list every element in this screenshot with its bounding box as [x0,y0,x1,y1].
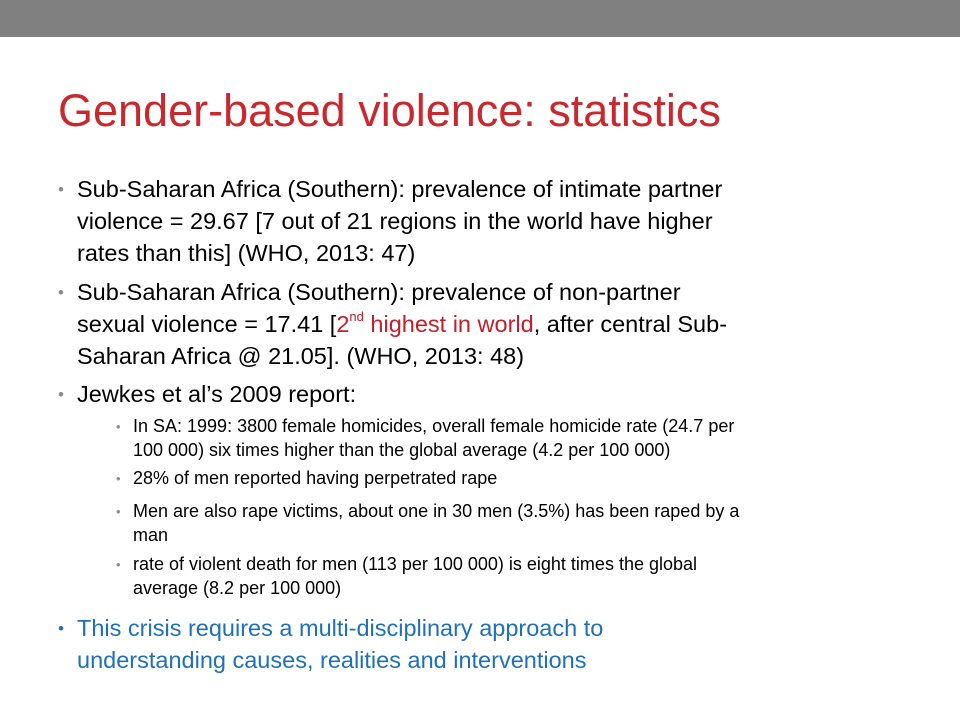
ordinal-superscript: nd [349,309,364,324]
bullet-line: Sub-Saharan Africa (Southern): prevalence of non-partner [77,279,681,305]
bullet-dot-icon: • [116,557,121,572]
highlight-text: highest in world [363,311,534,337]
sub-bullet-line: rate of violent death for men (113 per 100 000) is eight times the global [133,554,698,574]
bullet-line-with-highlight [77,308,727,340]
highlight-number: 2 [336,311,350,337]
sub-bullet-line: man [133,525,169,545]
bullet-dot-icon: • [116,504,121,519]
top-band [0,0,960,37]
bullet-line: violence = 29.67 [7 out of 21 regions in the world have higher [77,208,713,234]
highlight-rank [336,311,533,337]
bullet-line: Sub-Saharan Africa (Southern): prevalence of intimate partner [77,176,723,202]
sub-bullet-line: 28% of men reported having perpetrated rape [133,468,498,488]
sub-bullet-line: average (8.2 per 100 000) [133,578,342,598]
bullet-line: Saharan Africa @ 21.05]. (WHO, 2013: 48) [77,343,525,369]
bullet-dot-icon: • [58,619,64,638]
bullet-line: understanding causes, realities and interventions [77,647,587,673]
bullet-jewkes-report: Jewkes et al’s 2009 report: [77,381,357,407]
bullet-dot-icon: • [116,471,121,486]
sub-bullet-line: 100 000) six times higher than the global average (4.2 per 100 000) [133,440,671,460]
sub-bullet-line: Men are also rape victims, about one in 30 men (3.5%) has been raped by a [133,501,740,521]
bullet-dot-icon: • [116,419,121,434]
bullet-line: rates than this] (WHO, 2013: 47) [77,240,416,266]
slide-title: Gender-based violence: statistics [58,85,721,136]
bullet-dot-icon: • [58,283,64,302]
bullet-dot-icon: • [58,385,64,404]
sub-bullet-line: In SA: 1999: 3800 female homicides, overall female homicide rate (24.7 per [133,416,735,436]
text-segment: , after central Sub- [533,311,728,337]
text-segment: sexual violence = 17.41 [ [77,311,337,337]
bullet-dot-icon: • [58,180,64,199]
bullet-line: This crisis requires a multi-disciplinary approach to [77,615,604,641]
